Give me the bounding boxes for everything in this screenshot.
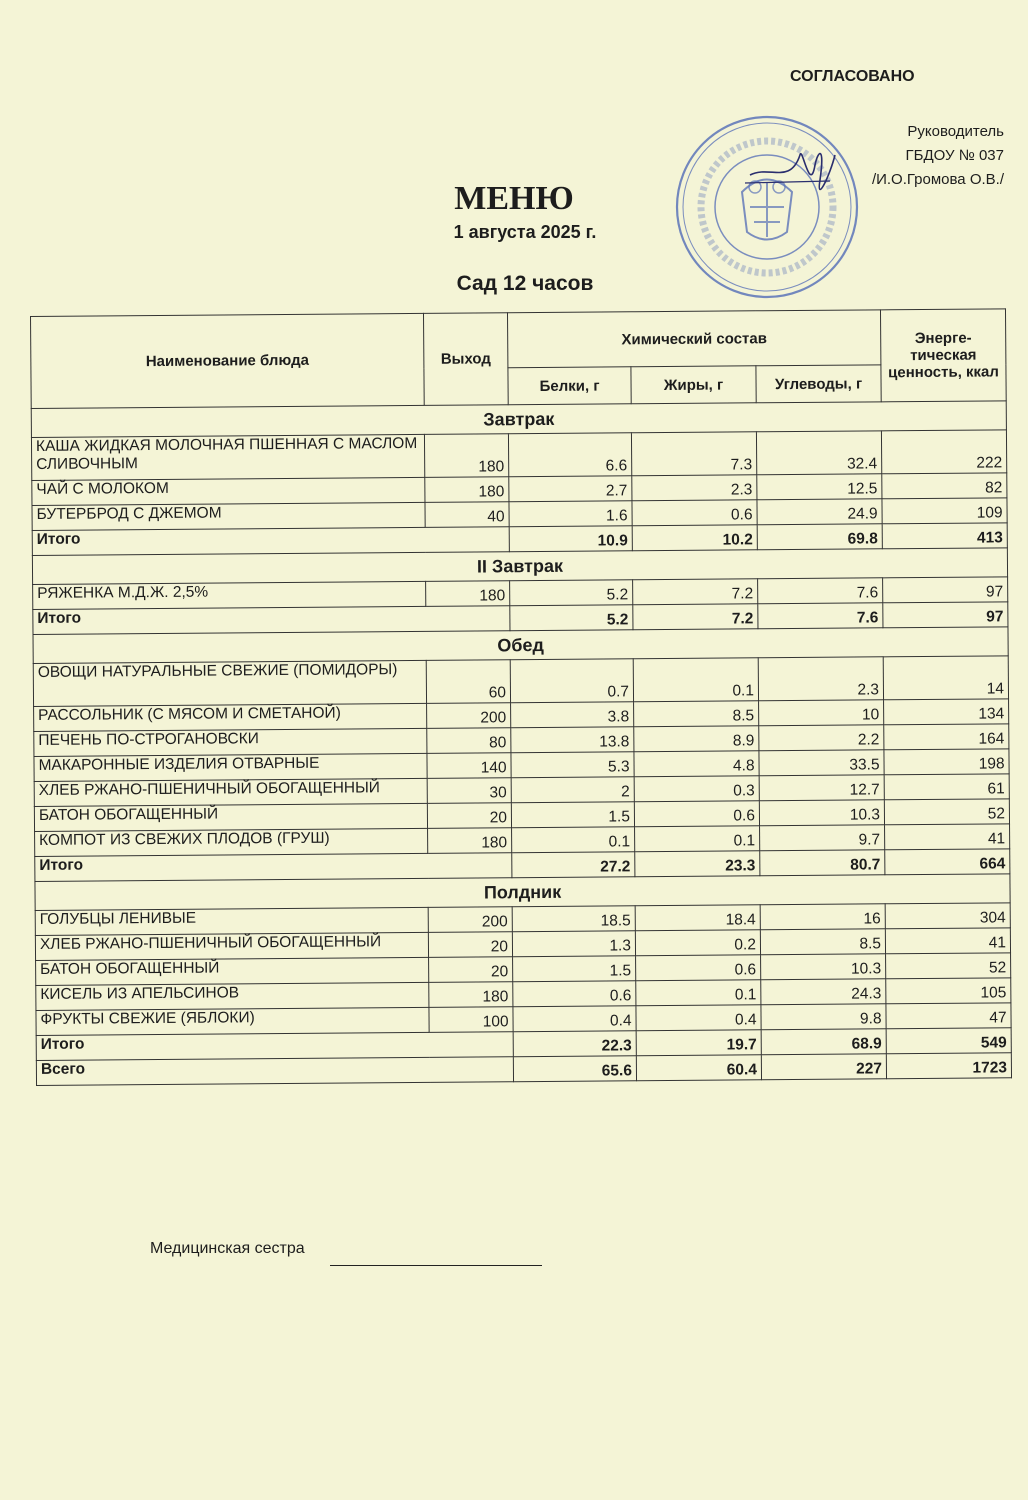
dish-protein: 0.1 bbox=[512, 827, 635, 853]
total-carb: 68.9 bbox=[761, 1029, 886, 1055]
dish-name: КАША ЖИДКАЯ МОЛОЧНАЯ ПШЕННАЯ С МАСЛОМ СЛИВОЧНЫМ bbox=[31, 434, 424, 480]
dish-protein: 18.5 bbox=[512, 906, 635, 932]
dish-protein: 13.8 bbox=[511, 727, 634, 753]
total-fat: 7.2 bbox=[633, 604, 758, 630]
dish-fat: 0.1 bbox=[633, 658, 758, 702]
dish-protein: 1.5 bbox=[513, 956, 636, 982]
total-protein: 10.9 bbox=[509, 526, 632, 552]
dish-protein: 5.2 bbox=[510, 580, 633, 606]
dish-kcal: 41 bbox=[885, 928, 1010, 954]
dish-yield: 180 bbox=[424, 434, 508, 478]
dish-fat: 0.3 bbox=[634, 776, 759, 802]
dish-name: РЯЖЕНКА М.Д.Ж. 2,5% bbox=[33, 581, 426, 609]
dish-protein: 2.7 bbox=[509, 476, 632, 502]
total-label: Итого bbox=[32, 527, 509, 556]
dish-fat: 0.2 bbox=[635, 930, 760, 956]
grand-total-fat: 60.4 bbox=[636, 1055, 761, 1081]
dish-kcal: 52 bbox=[886, 953, 1011, 979]
dish-name: ОВОЩИ НАТУРАЛЬНЫЕ СВЕЖИЕ (ПОМИДОРЫ) bbox=[33, 660, 426, 706]
total-carb: 69.8 bbox=[757, 524, 882, 550]
header-protein: Белки, г bbox=[508, 367, 631, 405]
header-chem: Химический состав bbox=[507, 310, 880, 368]
dish-protein: 1.6 bbox=[509, 501, 632, 527]
grand-total-kcal: 1723 bbox=[886, 1053, 1011, 1079]
total-protein: 22.3 bbox=[513, 1031, 636, 1057]
section-title: Полдник bbox=[35, 874, 1010, 911]
page-title: МЕНЮ bbox=[454, 180, 574, 217]
dish-fat: 0.4 bbox=[636, 1005, 761, 1031]
approver-position: Руководитель bbox=[907, 123, 1004, 140]
dish-fat: 0.6 bbox=[634, 801, 759, 827]
dish-yield: 180 bbox=[425, 477, 509, 503]
dish-carb: 2.3 bbox=[758, 657, 883, 701]
grand-total-carb: 227 bbox=[761, 1054, 886, 1080]
dish-carb: 10.3 bbox=[759, 800, 884, 826]
header-yield: Выход bbox=[423, 313, 508, 406]
section-title: Обед bbox=[33, 627, 1008, 664]
dish-fat: 0.1 bbox=[636, 980, 761, 1006]
dish-yield: 20 bbox=[428, 932, 512, 958]
dish-fat: 7.2 bbox=[633, 579, 758, 605]
total-label: Итого bbox=[35, 853, 512, 882]
total-label: Итого bbox=[36, 1032, 513, 1061]
approval-label: СОГЛАСОВАНО bbox=[790, 68, 915, 85]
total-fat: 23.3 bbox=[635, 851, 760, 877]
menu-table bbox=[30, 308, 1012, 1086]
dish-name: ХЛЕБ РЖАНО-ПШЕНИЧНЫЙ ОБОГАЩЕННЫЙ bbox=[35, 932, 428, 960]
dish-kcal: 52 bbox=[884, 799, 1009, 825]
grand-total-protein: 65.6 bbox=[513, 1056, 636, 1082]
dish-fat: 2.3 bbox=[632, 475, 757, 501]
dish-yield: 200 bbox=[428, 907, 512, 933]
dish-carb: 12.5 bbox=[757, 474, 882, 500]
total-kcal: 413 bbox=[882, 523, 1007, 549]
dish-carb: 8.5 bbox=[760, 929, 885, 955]
dish-name: КОМПОТ ИЗ СВЕЖИХ ПЛОДОВ (ГРУШ) bbox=[35, 828, 428, 856]
dish-kcal: 109 bbox=[882, 498, 1007, 524]
dish-protein: 1.5 bbox=[511, 802, 634, 828]
dish-name: ПЕЧЕНЬ ПО-СТРОГАНОВСКИ bbox=[34, 728, 427, 756]
dish-carb: 10 bbox=[759, 700, 884, 726]
dish-fat: 8.9 bbox=[634, 726, 759, 752]
dish-fat: 0.6 bbox=[636, 955, 761, 981]
dish-yield: 140 bbox=[427, 753, 511, 779]
dish-yield: 60 bbox=[426, 660, 510, 704]
dish-fat: 18.4 bbox=[635, 905, 760, 931]
dish-fat: 8.5 bbox=[634, 701, 759, 727]
header-carb: Углеводы, г bbox=[756, 365, 881, 403]
dish-kcal: 41 bbox=[885, 824, 1010, 850]
dish-kcal: 222 bbox=[881, 430, 1006, 474]
dish-name: БАТОН ОБОГАЩЕННЫЙ bbox=[36, 957, 429, 985]
dish-kcal: 164 bbox=[884, 724, 1009, 750]
total-protein: 5.2 bbox=[510, 605, 633, 631]
dish-kcal: 97 bbox=[883, 577, 1008, 603]
dish-carb: 7.6 bbox=[758, 578, 883, 604]
dish-yield: 100 bbox=[429, 1007, 513, 1033]
dish-carb: 9.7 bbox=[760, 825, 885, 851]
menu-date: 1 августа 2025 г. bbox=[453, 222, 597, 242]
menu-group: Сад 12 часов bbox=[456, 272, 594, 295]
dish-fat: 4.8 bbox=[634, 751, 759, 777]
dish-row bbox=[33, 656, 1008, 707]
dish-name: БУТЕРБРОД С ДЖЕМОМ bbox=[32, 502, 425, 530]
header-name: Наименование блюда bbox=[31, 313, 425, 408]
approver-org: ГБДОУ № 037 bbox=[905, 147, 1004, 164]
dish-name: РАССОЛЬНИК (С МЯСОМ И СМЕТАНОЙ) bbox=[34, 703, 427, 731]
dish-fat: 0.6 bbox=[632, 500, 757, 526]
total-label: Итого bbox=[33, 606, 510, 635]
dish-row bbox=[31, 430, 1006, 481]
dish-protein: 5.3 bbox=[511, 752, 634, 778]
dish-protein: 0.4 bbox=[513, 1006, 636, 1032]
dish-yield: 30 bbox=[427, 778, 511, 804]
dish-carb: 24.9 bbox=[757, 499, 882, 525]
approver-name: /И.О.Громова О.В./ bbox=[871, 171, 1004, 188]
dish-carb: 16 bbox=[760, 904, 885, 930]
section-title: II Завтрак bbox=[32, 548, 1007, 585]
total-kcal: 97 bbox=[883, 602, 1008, 628]
total-kcal: 664 bbox=[885, 849, 1010, 875]
dish-name: ЧАЙ С МОЛОКОМ bbox=[32, 477, 425, 505]
section-title: Завтрак bbox=[31, 401, 1006, 438]
nurse-label: Медицинская сестра bbox=[150, 1240, 305, 1257]
dish-fat: 0.1 bbox=[635, 826, 760, 852]
dish-carb: 32.4 bbox=[756, 431, 881, 475]
dish-protein: 1.3 bbox=[512, 931, 635, 957]
total-fat: 10.2 bbox=[632, 525, 757, 551]
dish-kcal: 14 bbox=[883, 656, 1008, 700]
dish-name: ГОЛУБЦЫ ЛЕНИВЫЕ bbox=[35, 907, 428, 935]
total-carb: 80.7 bbox=[760, 850, 885, 876]
dish-name: БАТОН ОБОГАЩЕННЫЙ bbox=[34, 803, 427, 831]
dish-yield: 40 bbox=[425, 502, 509, 528]
header-energy: Энерге-тическая ценность, ккал bbox=[880, 309, 1006, 402]
dish-protein: 0.6 bbox=[513, 981, 636, 1007]
dish-carb: 12.7 bbox=[759, 775, 884, 801]
dish-carb: 10.3 bbox=[761, 954, 886, 980]
dish-yield: 180 bbox=[428, 828, 512, 854]
dish-name: КИСЕЛЬ ИЗ АПЕЛЬСИНОВ bbox=[36, 982, 429, 1010]
total-protein: 27.2 bbox=[512, 852, 635, 878]
dish-kcal: 134 bbox=[884, 699, 1009, 725]
dish-carb: 24.3 bbox=[761, 979, 886, 1005]
dish-fat: 7.3 bbox=[631, 432, 756, 476]
dish-name: ХЛЕБ РЖАНО-ПШЕНИЧНЫЙ ОБОГАЩЕННЫЙ bbox=[34, 778, 427, 806]
dish-protein: 0.7 bbox=[510, 659, 633, 703]
dish-protein: 3.8 bbox=[511, 702, 634, 728]
dish-kcal: 105 bbox=[886, 978, 1011, 1004]
dish-yield: 200 bbox=[427, 703, 511, 729]
dish-protein: 2 bbox=[511, 777, 634, 803]
menu-body bbox=[31, 401, 1011, 1086]
dish-name: МАКАРОННЫЕ ИЗДЕЛИЯ ОТВАРНЫЕ bbox=[34, 753, 427, 781]
dish-yield: 20 bbox=[427, 803, 511, 829]
total-kcal: 549 bbox=[886, 1028, 1011, 1054]
total-carb: 7.6 bbox=[758, 603, 883, 629]
header-fat: Жиры, г bbox=[631, 366, 756, 404]
dish-kcal: 82 bbox=[882, 473, 1007, 499]
dish-kcal: 304 bbox=[885, 903, 1010, 929]
dish-kcal: 61 bbox=[884, 774, 1009, 800]
dish-yield: 180 bbox=[429, 982, 513, 1008]
dish-carb: 2.2 bbox=[759, 725, 884, 751]
dish-name: ФРУКТЫ СВЕЖИЕ (ЯБЛОКИ) bbox=[36, 1007, 429, 1035]
dish-yield: 20 bbox=[429, 957, 513, 983]
total-fat: 19.7 bbox=[636, 1030, 761, 1056]
dish-yield: 180 bbox=[426, 581, 510, 607]
dish-kcal: 198 bbox=[884, 749, 1009, 775]
grand-total-label: Всего bbox=[36, 1057, 513, 1086]
dish-carb: 9.8 bbox=[761, 1004, 886, 1030]
dish-yield: 80 bbox=[427, 728, 511, 754]
dish-kcal: 47 bbox=[886, 1003, 1011, 1029]
nurse-signature-line bbox=[330, 1265, 542, 1266]
dish-carb: 33.5 bbox=[759, 750, 884, 776]
dish-protein: 6.6 bbox=[508, 433, 631, 477]
